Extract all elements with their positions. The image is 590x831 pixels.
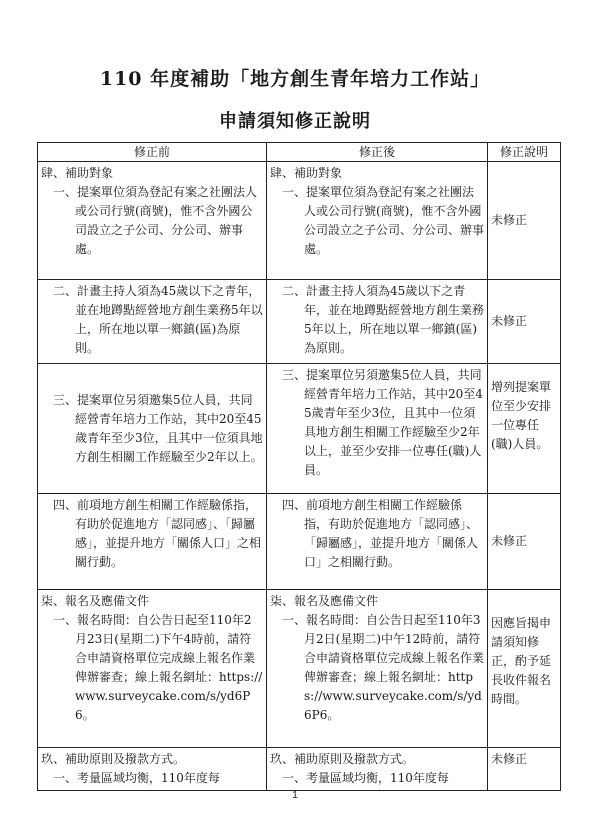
note-cell: 增列提案單位至少安排一位專任(職)人員。: [488, 364, 561, 494]
table-row: [38, 748, 561, 791]
section-heading: 柒、報名及應備文件: [41, 594, 150, 608]
page-number: 1: [292, 790, 298, 801]
after-cell: [267, 494, 488, 590]
note-cell: 未修正: [488, 280, 561, 364]
before-cell: [38, 280, 267, 364]
item-text: 一、提案單位須為登記有案之社團法人或公司行號(商號)，惟不含外國公司設立之子公司、分公司、辦事處。: [53, 185, 258, 256]
item-text: 一、報名時間：自公告日起至110年3月2日(星期二)中午12時前，請符合申請資格單位完成線上報名作業俾辦審查；線上報名網址：https://www.surveycake.com/s/yd6P6。: [282, 613, 485, 722]
section-heading: 肆、補助對象: [41, 166, 114, 180]
note-cell: 未修正: [488, 748, 561, 791]
header-before: 修正前: [38, 143, 267, 162]
document-title: 110 年度補助「地方創生青年培力工作站」: [99, 68, 491, 90]
after-cell: [267, 162, 488, 280]
note-cell: 因應旨揭申請須知修正，酌予延長收件報名時間。: [488, 590, 561, 748]
table-row: [38, 364, 561, 494]
item-text: 一、提案單位須為登記有案之社團法人或公司行號(商號)，惟不含外國公司設立之子公司、分公司、辦事處。: [282, 185, 485, 256]
item-text: 四、前項地方創生相關工作經驗係指，有助於促進地方「認同感」、「歸屬感」，並提升地方「關係人口」之相關行動。: [53, 498, 262, 569]
table-row: [38, 590, 561, 748]
after-cell: [267, 590, 488, 748]
item-text: 一、考量區域均衡，110年度每: [282, 771, 449, 785]
section-heading: 玖、補助原則及撥款方式。: [270, 752, 415, 766]
after-cell: [267, 364, 488, 494]
item-text: 二、計畫主持人須為45歲以下之青年，並在地蹲點經營地方創生業務5年以上，所在地以單一鄉鎮(區)為原則。: [282, 284, 485, 355]
section-heading: 玖、補助原則及撥款方式。: [41, 752, 186, 766]
section-heading: 肆、補助對象: [270, 166, 343, 180]
item-text: 一、報名時間：自公告日起至110年2月23日(星期二)下午4時前，請符合申請資格單位完成線上報名作業俾辦審查；線上報名網址：https://www.surveycake.com/s/yd6P6。: [53, 613, 263, 722]
item-text: 三、提案單位另須邀集5位人員，共同經營青年培力工作站，其中20至45歲青年至少3位，且其中一位須具地方創生相關工作經驗至少2年以上。: [53, 392, 263, 464]
table-row: [38, 280, 561, 364]
document-subtitle: 申請須知修正說明: [219, 111, 371, 132]
before-cell: [38, 748, 267, 791]
item-text: 四、前項地方創生相關工作經驗係指，有助於促進地方「認同感」、「歸屬感」，並提升地方「關係人口」之相關行動。: [282, 498, 479, 569]
item-text: 一、考量區域均衡，110年度每: [53, 771, 220, 785]
header-after: 修正後: [267, 143, 488, 162]
after-cell: [267, 280, 488, 364]
table-row: [38, 494, 561, 590]
before-cell: [38, 162, 267, 280]
item-text: 三、提案單位另須邀集5位人員，共同經營青年培力工作站，其中20至45歲青年至少3位，且其中一位須具地方創生相關工作經驗至少2年以上，並至少安排一位專任(職)人員。: [282, 368, 483, 477]
item-text: 二、計畫主持人須為45歲以下之青年，並在地蹲點經營地方創生業務5年以上，所在地以單一鄉鎮(區)為原則。: [53, 284, 263, 355]
note-cell: 未修正: [488, 494, 561, 590]
note-cell: 未修正: [488, 162, 561, 280]
header-note: 修正說明: [488, 143, 561, 162]
revision-table: [37, 142, 561, 791]
before-cell: [38, 364, 267, 494]
after-cell: [267, 748, 488, 791]
section-heading: 柒、報名及應備文件: [270, 594, 379, 608]
table-header-row: [38, 143, 561, 162]
before-cell: [38, 590, 267, 748]
table-row: [38, 162, 561, 280]
before-cell: [38, 494, 267, 590]
